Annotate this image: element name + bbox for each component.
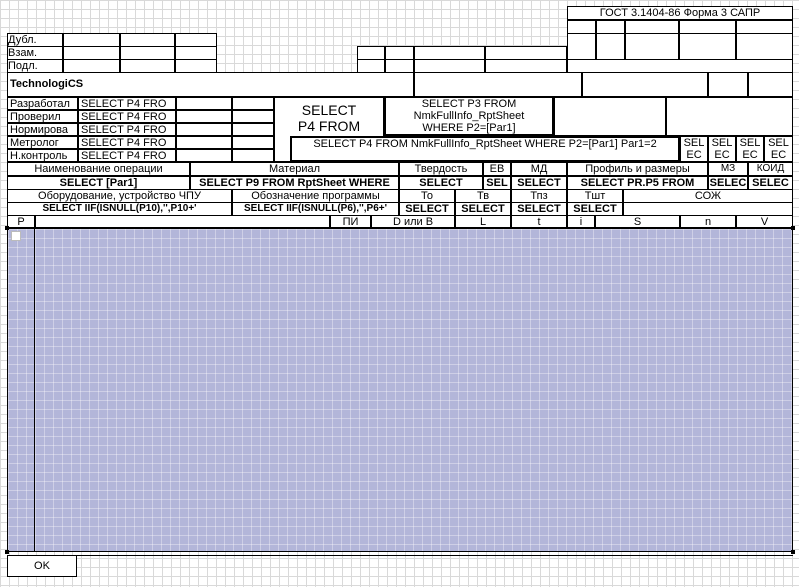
approval-role: Нормирова xyxy=(7,123,78,136)
approval-cell xyxy=(176,97,232,110)
column-separator xyxy=(34,228,35,552)
hardness-value: SELECT xyxy=(399,176,483,190)
company-name: TechnologiCS xyxy=(7,72,414,97)
col-n: n xyxy=(680,215,736,228)
equipment-header: Оборудование, устройство ЧПУ xyxy=(7,189,232,203)
tpz-header: Тпз xyxy=(511,189,567,203)
koid-value: SELEC xyxy=(748,176,793,190)
approval-role: Проверил xyxy=(7,110,78,123)
material-header: Материал xyxy=(190,162,399,176)
podl-cell xyxy=(567,59,793,73)
company-cell xyxy=(708,72,748,97)
md-value: SELECT xyxy=(511,176,567,190)
sel-cell: SEL EC xyxy=(736,136,764,162)
col-s: S xyxy=(595,215,680,228)
sel-cell: SEL EC xyxy=(764,136,793,162)
podl-label: Подл. xyxy=(7,59,63,73)
tpz-value: SELECT xyxy=(511,202,567,216)
sozh-value xyxy=(623,202,793,216)
tv-value: SELECT xyxy=(455,202,511,216)
company-cell xyxy=(748,72,793,97)
approval-value: SELECT P4 FRO xyxy=(78,136,176,149)
approval-value: SELECT P4 FRO xyxy=(78,110,176,123)
ev-header: ЕВ xyxy=(483,162,511,176)
sel-cell: SEL EC xyxy=(708,136,736,162)
approval-value: SELECT P4 FRO xyxy=(78,149,176,162)
company-cell xyxy=(414,72,582,97)
podl-cell xyxy=(385,59,414,73)
col-d: D или B xyxy=(371,215,455,228)
header-cell xyxy=(736,33,793,60)
vzam-cell xyxy=(485,46,567,60)
koid-header: КОИД xyxy=(748,162,793,176)
dubl-cell xyxy=(175,33,217,47)
header-cell xyxy=(679,33,736,60)
col-l: L xyxy=(455,215,511,228)
profile-value: SELECT PR.P5 FROM xyxy=(567,176,708,190)
vzam-cell xyxy=(63,46,120,60)
header-cell xyxy=(596,20,625,34)
sozh-header: СОЖ xyxy=(623,189,793,203)
podl-cell xyxy=(120,59,175,73)
detail-cell xyxy=(554,97,666,136)
row-checkbox[interactable] xyxy=(11,231,21,241)
resize-handle[interactable] xyxy=(5,226,9,230)
op-name-value: SELECT [Par1] xyxy=(7,176,190,190)
header-cell xyxy=(567,20,596,34)
mz-header: МЗ xyxy=(708,162,748,176)
approval-cell xyxy=(176,149,232,162)
vzam-label: Взам. xyxy=(7,46,63,60)
col-p: Р xyxy=(7,215,35,228)
operations-data-area[interactable] xyxy=(7,228,793,552)
profile-header: Профиль и размеры xyxy=(567,162,708,176)
dubl-cell xyxy=(120,33,175,47)
op-name-header: Наименование операции xyxy=(7,162,190,176)
header-cell xyxy=(679,20,736,34)
material-value: SELECT P9 FROM RptSheet WHERE xyxy=(190,176,399,190)
approval-cell xyxy=(232,136,274,149)
podl-cell xyxy=(63,59,120,73)
designation: SELECT P4 FROM NmkFullInfo_RptSheet WHERE P2=[Par1] Par1=2 xyxy=(290,136,680,162)
approval-value: SELECT P4 FRO xyxy=(78,97,176,110)
ok-button[interactable]: OK xyxy=(7,555,77,577)
podl-cell xyxy=(175,59,217,73)
resize-handle[interactable] xyxy=(5,550,9,554)
header-cell xyxy=(596,33,625,60)
footer-line xyxy=(77,555,793,556)
to-header: То xyxy=(399,189,455,203)
podl-cell xyxy=(485,59,567,73)
col-i: i xyxy=(567,215,595,228)
podl-cell xyxy=(357,59,385,73)
col-pi: ПИ xyxy=(330,215,371,228)
vzam-cell xyxy=(175,46,217,60)
vzam-cell xyxy=(357,46,385,60)
approval-cell xyxy=(176,110,232,123)
detail-name: SELECT P3 FROM NmkFullInfo_RptSheet WHERE P2=[Par1] xyxy=(384,96,554,136)
approval-cell xyxy=(232,110,274,123)
col-t: t xyxy=(511,215,567,228)
col-v: V xyxy=(736,215,793,228)
program-value: SELECT IIF(ISNULL(P6),'',P6+' xyxy=(232,202,399,216)
approval-cell xyxy=(232,97,274,110)
approval-cell xyxy=(176,136,232,149)
title-select: SELECT P4 FROM xyxy=(274,97,384,162)
header-cell xyxy=(567,33,596,60)
company-cell xyxy=(582,72,708,97)
hardness-header: Твердость xyxy=(399,162,483,176)
col-blank xyxy=(35,215,330,228)
tsht-value: SELECT xyxy=(567,202,623,216)
vzam-cell xyxy=(414,46,485,60)
program-header: Обозначение программы xyxy=(232,189,399,203)
equipment-value: SELECT IIF(ISNULL(P10),'',P10+' xyxy=(7,202,232,216)
approval-role: Метролог xyxy=(7,136,78,149)
sel-cell: SEL EC xyxy=(680,136,708,162)
approval-cell xyxy=(232,123,274,136)
header-cell xyxy=(736,20,793,34)
approval-cell xyxy=(176,123,232,136)
approval-role: Н.контроль xyxy=(7,149,78,162)
to-value: SELECT xyxy=(399,202,455,216)
approval-role: Разработал xyxy=(7,97,78,110)
header-cell xyxy=(625,20,679,34)
header-cell xyxy=(625,33,679,60)
md-header: МД xyxy=(511,162,567,176)
ev-value: SEL xyxy=(483,176,511,190)
podl-cell xyxy=(414,59,485,73)
tv-header: Тв xyxy=(455,189,511,203)
vzam-cell xyxy=(385,46,414,60)
approval-value: SELECT P4 FRO xyxy=(78,123,176,136)
dubl-cell xyxy=(63,33,120,47)
resize-handle[interactable] xyxy=(791,550,795,554)
resize-handle[interactable] xyxy=(791,226,795,230)
dubl-label: Дубл. xyxy=(7,33,63,47)
vzam-cell xyxy=(120,46,175,60)
mz-value: SELEC xyxy=(709,177,747,189)
gost-label: ГОСТ 3.1404-86 Форма 3 САПР xyxy=(567,6,793,20)
detail-cell xyxy=(666,97,793,136)
tsht-header: Тшт xyxy=(567,189,623,203)
approval-cell xyxy=(232,149,274,162)
